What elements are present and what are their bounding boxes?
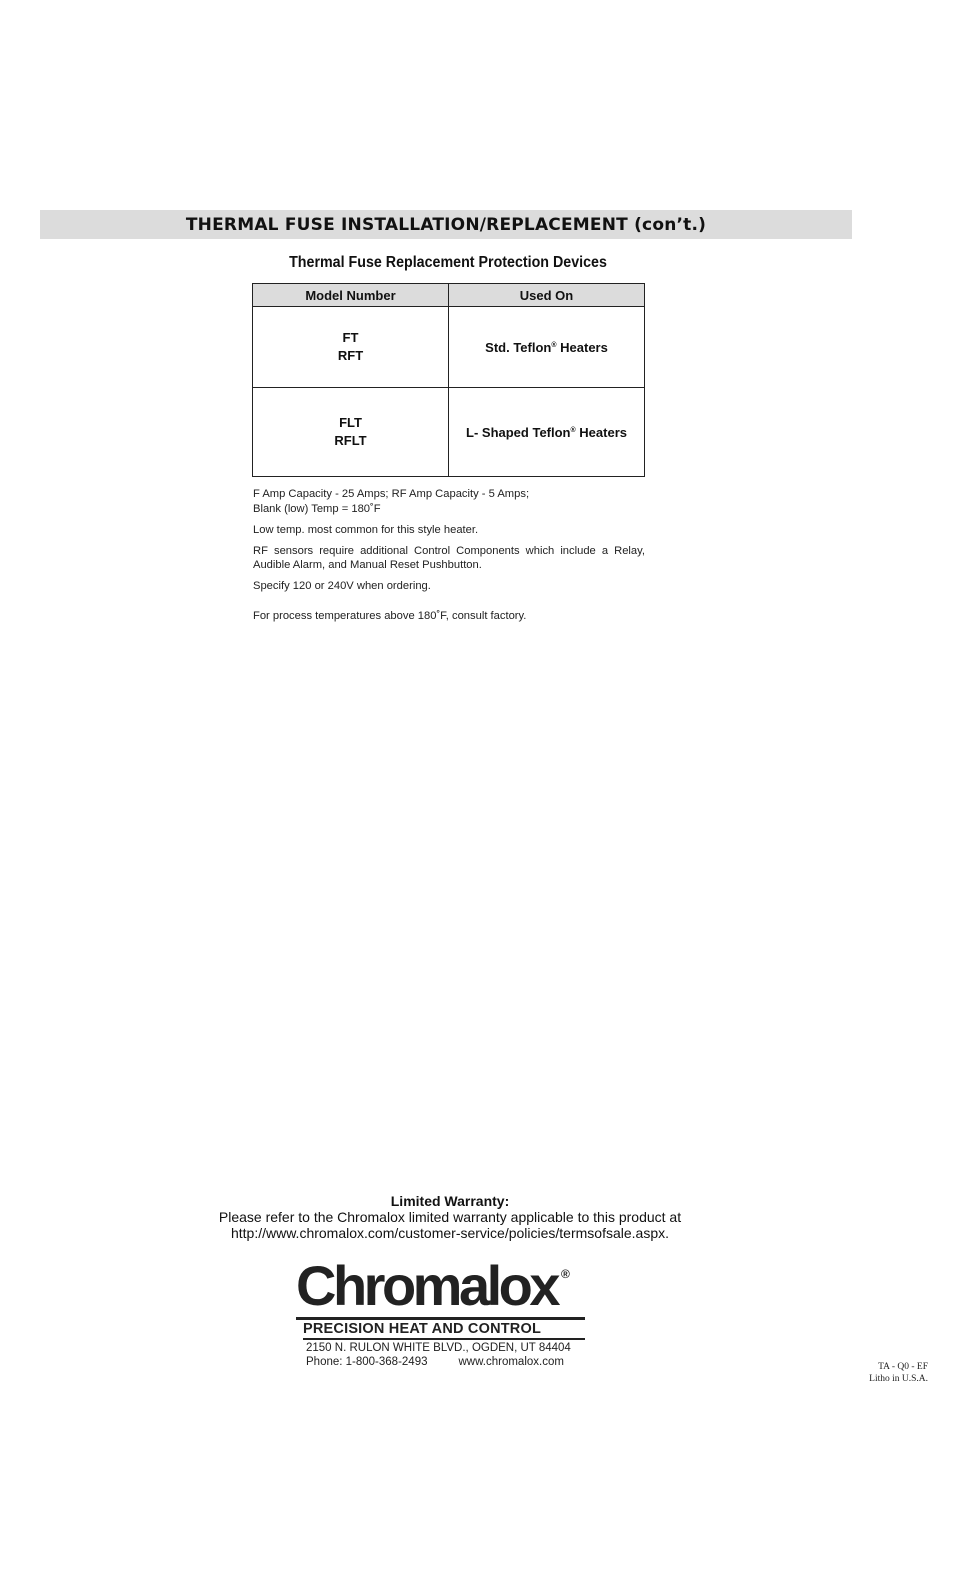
note-low-temp: Low temp. most common for this style heater. — [253, 523, 479, 536]
table-header-row — [253, 284, 645, 307]
limited-warranty — [200, 1193, 700, 1241]
note-voltage: Specify 120 or 240V when ordering. — [253, 580, 431, 592]
column-header-used-on: Used On — [449, 284, 645, 307]
warranty-title: Limited Warranty: — [390, 1193, 510, 1209]
note-amp-capacity: F Amp Capacity - 25 Amps; RF Amp Capacity - 5 Amps; Blank (low) Temp = 180˚F — [253, 488, 530, 515]
used-on-text: L- Shaped Teflon — [466, 425, 571, 440]
model-number-cell — [253, 388, 449, 477]
website: www.chromalox.com — [458, 1356, 564, 1368]
model-number: FT — [342, 330, 359, 345]
used-on-text: Std. Teflon — [485, 340, 552, 355]
company-address — [306, 1341, 606, 1369]
logo-divider — [296, 1317, 585, 1320]
registered-mark: ® — [551, 342, 557, 349]
note-process-temp: For process temperatures above 180˚F, consult factory. — [253, 609, 527, 622]
used-on-cell — [449, 307, 645, 388]
table-notes — [253, 487, 645, 630]
registered-mark: ® — [561, 1267, 570, 1281]
model-number: FLT — [339, 415, 362, 430]
used-on-suffix: Heaters — [575, 425, 627, 440]
chromalox-logo — [296, 1254, 596, 1340]
registered-mark: ® — [570, 427, 576, 434]
model-number: RFT — [337, 348, 364, 363]
table-row — [253, 307, 645, 388]
model-number: RFLT — [334, 433, 367, 448]
logo-underline — [303, 1338, 585, 1340]
street-address: 2150 N. RULON WHITE BLVD., OGDEN, UT 84404 — [306, 1342, 571, 1354]
document-code — [840, 1361, 928, 1385]
warranty-text: Please refer to the Chromalox limited warranty applicable to this product at — [218, 1209, 682, 1225]
warranty-link: http://www.chromalox.com/customer-service/policies/termsofsale.aspx. — [230, 1225, 670, 1241]
phone-number: Phone: 1-800-368-2493 — [306, 1356, 428, 1368]
column-header-model-number: Model Number — [253, 284, 449, 307]
model-number-cell — [253, 307, 449, 388]
litho-note: Litho in U.S.A. — [869, 1374, 928, 1384]
logo-tagline: PRECISION HEAT AND CONTROL — [303, 1321, 542, 1337]
protection-devices-table — [252, 283, 645, 477]
logo-wordmark: Chromalox ® — [296, 1254, 570, 1317]
used-on-cell — [449, 388, 645, 477]
table-row — [253, 388, 645, 477]
section-title: THERMAL FUSE INSTALLATION/REPLACEMENT (con’t.) — [185, 214, 707, 235]
note-rf-sensors: RF sensors require additional Control Components which include a Relay, Audible Alarm, and Manual Reset Pushbutton. — [253, 544, 645, 571]
used-on-suffix: Heaters — [556, 340, 608, 355]
section-banner — [40, 210, 852, 239]
table-title: Thermal Fuse Replacement Protection Devices — [289, 254, 607, 271]
doc-code: TA - Q0 - EF — [878, 1362, 928, 1372]
